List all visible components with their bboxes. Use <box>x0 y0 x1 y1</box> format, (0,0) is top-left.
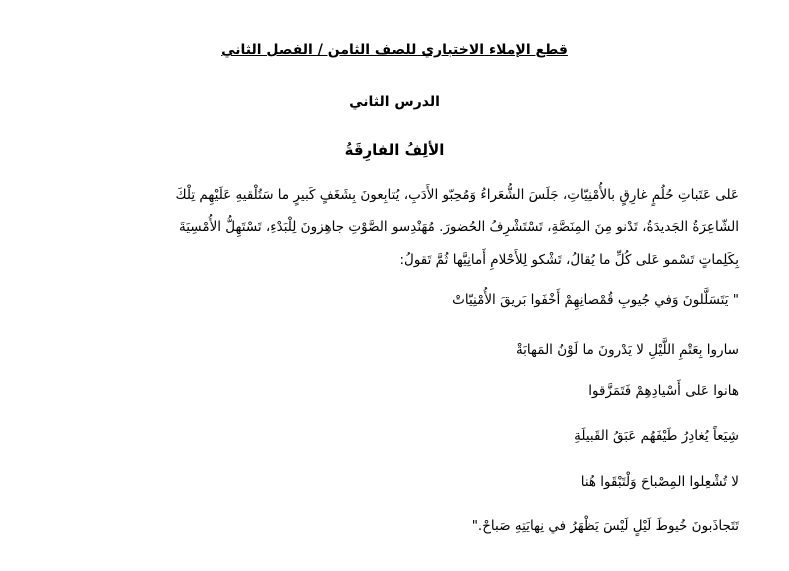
verse-line-1: " يَتَسَلَّلونَ وَفي جُيوبِ قُمْصانِهِمْ أَخْفَوا بَريقَ الأُمْنِيّاتْ <box>452 292 739 308</box>
verse-line-6: تَتَجاذَبونَ خُيوطَ لَيْلٍ لَيْسَ يَظْهَرُ في نِهايَتِهِ صَباحْ." <box>471 518 739 534</box>
verse-line-5: لا تُشْعِلوا المِصْباحَ وَلْتَبْقَوا هُنا <box>580 474 739 490</box>
paragraph-line-3: بِكَلِماتٍ تَسْمو عَلى كُلِّ ما يُقالُ، تَشْكو لِلأَحْلامِ أَمانِيَّها ثُمَّ تَقولُ: <box>399 252 739 268</box>
paragraph-line-2: الشّاعِرَةُ الجَديدَةُ، تَدْنو مِنَ المِنَصَّةِ، تَسْتَشْرِفُ الحُضورَ. مُهَنْدِسو الصَّوْتِ جاهِزونَ لِلْبَدْءِ، تَسْتَهِلُّ الأُمْسِيَةَ <box>178 219 739 235</box>
paragraph-line-1: عَلى عَتَباتِ حُلُمٍ غارِقٍ بالأُمْنِيّاتِ، جَلَسَ الشُّعَراءُ وَمُحِبّو الأَدَبِ، يُتابِعونَ بِشَغَفٍ كَبيرٍ ما سَتُلْقيهِ عَلَيْهِم تِلْكَ <box>175 187 739 203</box>
lesson-label: الدرس الثاني <box>349 94 440 110</box>
passage-heading: الألِفُ الفارِقَةُ <box>344 141 445 159</box>
verse-line-2: ساروا بِعَتْمِ اللَّيْلِ لا يَدْرونَ ما لَوْنُ المَهابَةْ <box>515 342 739 358</box>
document-title: قطع الإملاء الاختباري للصف الثامن / الفصل الثاني <box>221 42 568 58</box>
verse-line-4: شِيَعاً يُغادِرُ طَيْفَهُم عَبَقُ القَبيلَةِ <box>574 428 739 444</box>
verse-line-3: هانوا عَلى أَسْيادِهِمْ فَتَمَزَّقوا <box>588 383 739 399</box>
